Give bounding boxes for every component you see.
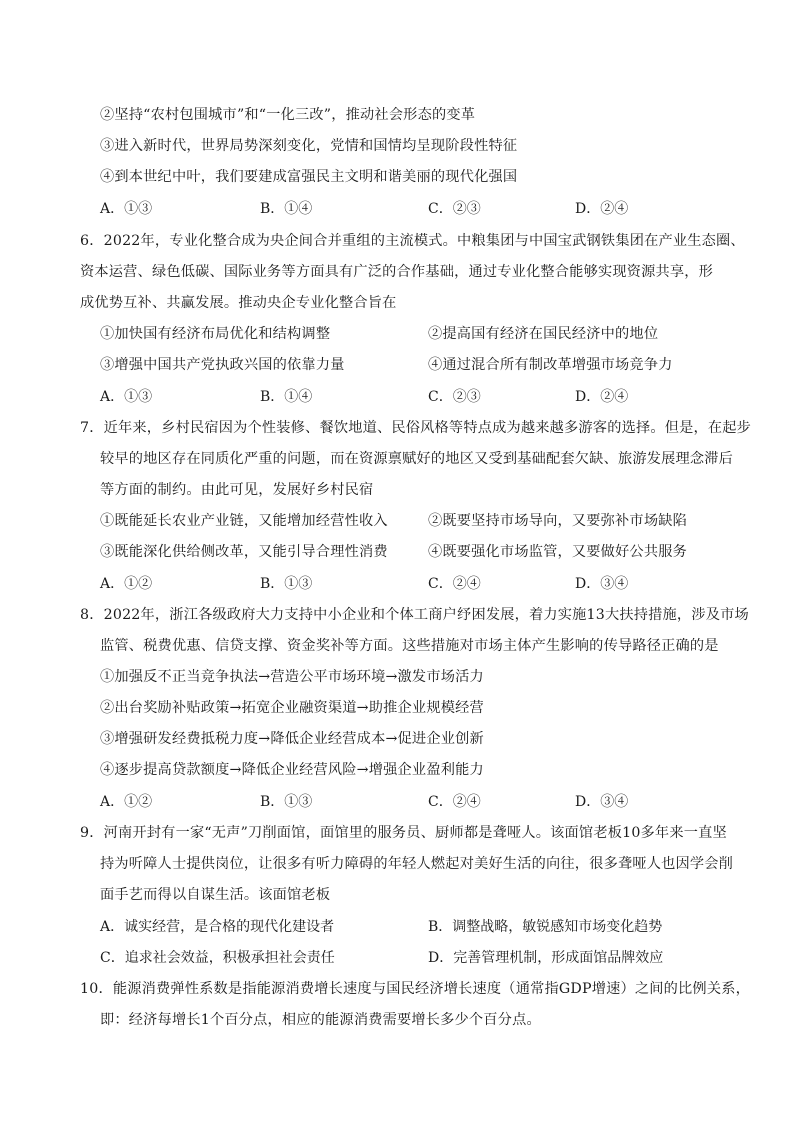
q7-statement-4: ④既要强化市场监管，又要做好公共服务 xyxy=(428,544,687,560)
q7-statement-2: ②既要坚持市场导向，又要弥补市场缺陷 xyxy=(428,513,687,529)
q8-option-d: D．③④ xyxy=(575,794,629,810)
q5-option-a: A．①③ xyxy=(100,201,153,217)
q8-stem-line-2: 监管、税费优惠、信贷支撑、资金奖补等方面。这些措施对市场主体产生影响的传导路径正确的是 xyxy=(100,638,719,654)
q6-option-a: A．①③ xyxy=(100,389,153,405)
q7-stem-text-1: 近年来，乡村民宿因为个性装修、餐饮地道、民俗风格等特点成为越来越多游客的选择。但是，在起步 xyxy=(103,420,752,436)
q5-statement-4: ④到本世纪中叶，我们要建成富强民主文明和谐美丽的现代化强国 xyxy=(100,169,518,185)
q8-option-a: A．①② xyxy=(100,794,153,810)
q7-stem-line-3: 等方面的制约。由此可见，发展好乡村民宿 xyxy=(100,482,374,498)
q5-statement-3: ③进入新时代，世界局势深刻变化，党情和国情均呈现阶段性特征 xyxy=(100,138,518,154)
q8-statement-3: ③增强研发经费抵税力度→降低企业经营成本→促进企业创新 xyxy=(100,731,484,747)
q6-number: 6． xyxy=(80,233,104,249)
q6-stem-text-1: 2022年，专业化整合成为央企间合并重组的主流模式。中粮集团与中国宝武钢铁集团在产业生态圈、 xyxy=(103,233,745,249)
q6-option-c: C．②③ xyxy=(428,389,481,405)
q7-stem-line-1 xyxy=(80,417,751,437)
q8-statement-4: ④逐步提高贷款额度→降低企业经营风险→增强企业盈利能力 xyxy=(100,762,484,778)
q9-option-d: D．完善管理机制，形成面馆品牌效应 xyxy=(428,950,664,966)
q9-option-a: A．诚实经营，是合格的现代化建设者 xyxy=(100,919,335,935)
q6-stem-line-1 xyxy=(80,230,745,250)
q7-option-c: C．②④ xyxy=(428,576,481,592)
q5-option-c: C．②③ xyxy=(428,201,481,217)
q7-stem-line-2: 较早的地区存在同质化严重的问题，而在资源禀赋好的地区又受到基础配套欠缺、旅游发展理念滞后 xyxy=(100,451,734,467)
q8-option-b: B．①③ xyxy=(260,794,313,810)
q6-statement-4: ④通过混合所有制改革增强市场竞争力 xyxy=(428,357,673,373)
q8-option-c: C．②④ xyxy=(428,794,481,810)
q8-stem-line-1 xyxy=(80,604,749,624)
q7-option-a: A．①② xyxy=(100,576,153,592)
q6-option-d: D．②④ xyxy=(575,389,629,405)
q8-statement-1: ①加强反不正当竞争执法→营造公平市场环境→激发市场活力 xyxy=(100,669,484,685)
q7-option-b: B．①③ xyxy=(260,576,313,592)
q9-stem-line-3: 面手艺而得以自谋生活。该面馆老板 xyxy=(100,887,331,903)
q6-statement-3: ③增强中国共产党执政兴国的依靠力量 xyxy=(100,357,345,373)
q6-option-b: B．①④ xyxy=(260,389,313,405)
q10-stem-line-1 xyxy=(80,978,750,998)
q5-option-d: D．②④ xyxy=(575,201,629,217)
q5-option-b: B．①④ xyxy=(260,201,313,217)
q10-stem-text-1: 能源消费弹性系数是指能源消费增长速度与国民经济增长速度（通常指GDP增速）之间的比例关系， xyxy=(112,981,750,997)
q9-number: 9． xyxy=(80,825,104,841)
q7-option-d: D．③④ xyxy=(575,576,629,592)
q8-statement-2: ②出台奖励补贴政策→拓宽企业融资渠道→助推企业规模经营 xyxy=(100,700,484,716)
q9-option-b: B．调整战略，敏锐感知市场变化趋势 xyxy=(428,919,663,935)
q8-stem-text-1: 2022年，浙江各级政府大力支持中小企业和个体工商户纾困发展，着力实施13大扶持措施，涉及市场 xyxy=(103,607,749,623)
q8-number: 8． xyxy=(80,607,104,623)
q9-stem-line-2: 持为听障人士提供岗位，让很多有听力障碍的年轻人燃起对美好生活的向往，很多聋哑人也因学会削 xyxy=(100,856,734,872)
q7-number: 7． xyxy=(80,420,104,436)
q7-statement-3: ③既能深化供给侧改革，又能引导合理性消费 xyxy=(100,544,388,560)
q10-number: 10． xyxy=(80,981,113,997)
q6-statement-1: ①加快国有经济布局优化和结构调整 xyxy=(100,326,331,342)
q10-stem-line-2: 即：经济每增长1个百分点，相应的能源消费需要增长多少个百分点。 xyxy=(100,1012,541,1028)
q7-statement-1: ①既能延长农业产业链，又能增加经营性收入 xyxy=(100,513,388,529)
q5-statement-2: ②坚持“农村包围城市”和“一化三改”，推动社会形态的变革 xyxy=(100,107,476,123)
q6-stem-line-2: 资本运营、绿色低碳、国际业务等方面具有广泛的合作基础，通过专业化整合能够实现资源共享，形 xyxy=(80,264,714,280)
q9-stem-text-1: 河南开封有一家“无声”刀削面馆，面馆里的服务员、厨师都是聋哑人。该面馆老板10多年来一直坚 xyxy=(103,825,727,841)
q9-stem-line-1 xyxy=(80,822,727,842)
q6-statement-2: ②提高国有经济在国民经济中的地位 xyxy=(428,326,659,342)
q6-stem-line-3: 成优势互补、共赢发展。推动央企专业化整合旨在 xyxy=(80,295,397,311)
q9-option-c: C．追求社会效益，积极承担社会责任 xyxy=(100,950,335,966)
